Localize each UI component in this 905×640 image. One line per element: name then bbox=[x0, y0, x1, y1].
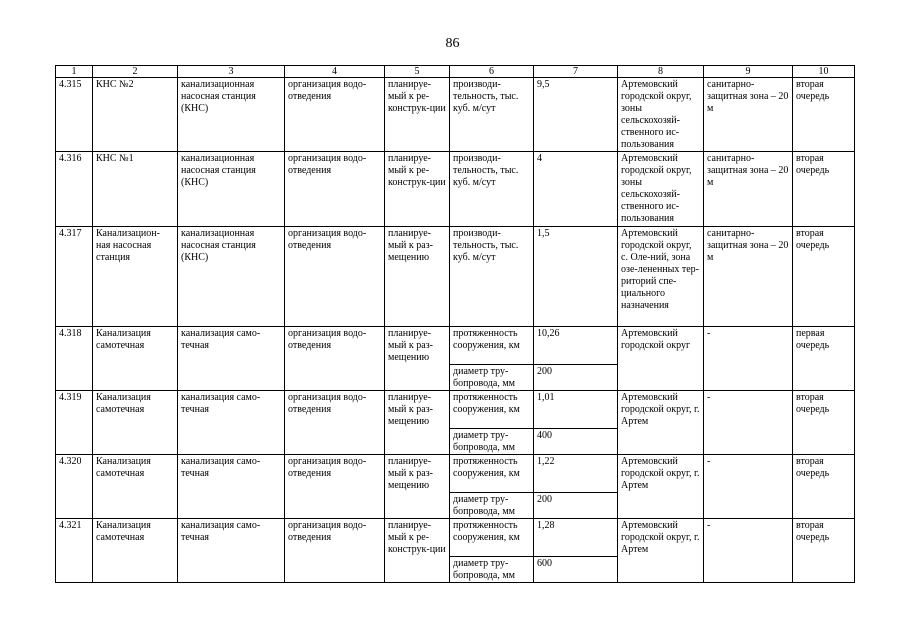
facility-purpose: организация водо-отведения bbox=[285, 227, 385, 327]
param-label: производи-тельность, тыс. куб. м/сут bbox=[450, 227, 534, 327]
facility-type: канализационная насосная станция (КНС) bbox=[178, 152, 285, 227]
param-value: 400 bbox=[534, 429, 618, 455]
column-header: 7 bbox=[534, 66, 618, 78]
implementation-queue: вторая очередь bbox=[793, 227, 855, 327]
facility-location: Артемовский городской округ, г. Артем bbox=[618, 391, 704, 455]
facilities-table bbox=[55, 65, 855, 583]
facility-status: планируе-мый к ре-конструк-ции bbox=[385, 152, 450, 227]
facility-purpose: организация водо-отведения bbox=[285, 455, 385, 519]
facility-type: канализация само-течная bbox=[178, 391, 285, 455]
param-label: протяженность сооружения, км bbox=[450, 327, 534, 365]
param-label: диаметр тру-бопровода, мм bbox=[450, 429, 534, 455]
facility-location: Артемовский городской округ bbox=[618, 327, 704, 391]
facility-status: планируе-мый к раз-мещению bbox=[385, 227, 450, 327]
implementation-queue: вторая очередь bbox=[793, 152, 855, 227]
facility-purpose: организация водо-отведения bbox=[285, 391, 385, 455]
facility-status: планируе-мый к раз-мещению bbox=[385, 391, 450, 455]
column-header: 9 bbox=[704, 66, 793, 78]
protection-zone: - bbox=[704, 519, 793, 583]
facility-location: Артемовский городской округ, г. Артем bbox=[618, 455, 704, 519]
facility-type: канализация само-течная bbox=[178, 519, 285, 583]
facility-name: КНС №2 bbox=[93, 78, 178, 152]
param-label: протяженность сооружения, км bbox=[450, 519, 534, 557]
implementation-queue: первая очередь bbox=[793, 327, 855, 391]
row-id: 4.319 bbox=[56, 391, 93, 455]
facility-purpose: организация водо-отведения bbox=[285, 152, 385, 227]
facility-status: планируе-мый к раз-мещению bbox=[385, 455, 450, 519]
param-value: 1,28 bbox=[534, 519, 618, 557]
param-value: 10,26 bbox=[534, 327, 618, 365]
protection-zone: санитарно-защитная зона – 20 м bbox=[704, 152, 793, 227]
facility-location: Артемовский городской округ, зоны сельскохозяй-ственного ис-пользования bbox=[618, 152, 704, 227]
facility-name: Канализация самотечная bbox=[93, 519, 178, 583]
param-label: протяженность сооружения, км bbox=[450, 391, 534, 429]
facility-location: Артемовский городской округ, зоны сельскохозяй-ственного ис-пользования bbox=[618, 78, 704, 152]
facility-name: Канализация самотечная bbox=[93, 455, 178, 519]
param-value: 200 bbox=[534, 365, 618, 391]
implementation-queue: вторая очередь bbox=[793, 519, 855, 583]
row-id: 4.316 bbox=[56, 152, 93, 227]
facility-location: Артемовский городской округ, с. Оле-ний, зона озе-лененных тер-риторий спе-циального назначения bbox=[618, 227, 704, 327]
column-header: 6 bbox=[450, 66, 534, 78]
facility-name: Канализация самотечная bbox=[93, 391, 178, 455]
param-label: протяженность сооружения, км bbox=[450, 455, 534, 493]
param-value: 4 bbox=[534, 152, 618, 227]
column-header: 2 bbox=[93, 66, 178, 78]
row-id: 4.317 bbox=[56, 227, 93, 327]
facility-purpose: организация водо-отведения bbox=[285, 519, 385, 583]
facility-purpose: организация водо-отведения bbox=[285, 327, 385, 391]
param-value: 1,5 bbox=[534, 227, 618, 327]
param-label: диаметр тру-бопровода, мм bbox=[450, 365, 534, 391]
table-row bbox=[56, 327, 855, 365]
column-header: 5 bbox=[385, 66, 450, 78]
page-number: 86 bbox=[445, 36, 460, 51]
table-header-row bbox=[56, 66, 855, 78]
facility-type: канализационная насосная станция (КНС) bbox=[178, 227, 285, 327]
implementation-queue: вторая очередь bbox=[793, 455, 855, 519]
table-row bbox=[56, 152, 855, 227]
facility-location: Артемовский городской округ, г. Артем bbox=[618, 519, 704, 583]
facility-type: канализационная насосная станция (КНС) bbox=[178, 78, 285, 152]
column-header: 4 bbox=[285, 66, 385, 78]
row-id: 4.318 bbox=[56, 327, 93, 391]
row-id: 4.321 bbox=[56, 519, 93, 583]
facility-status: планируе-мый к раз-мещению bbox=[385, 327, 450, 391]
table-row bbox=[56, 78, 855, 152]
param-label: диаметр тру-бопровода, мм bbox=[450, 493, 534, 519]
facility-name: Канализация самотечная bbox=[93, 327, 178, 391]
implementation-queue: вторая очередь bbox=[793, 78, 855, 152]
param-value: 200 bbox=[534, 493, 618, 519]
protection-zone: санитарно-защитная зона – 20 м bbox=[704, 227, 793, 327]
param-value: 1,01 bbox=[534, 391, 618, 429]
table-row bbox=[56, 227, 855, 327]
facility-purpose: организация водо-отведения bbox=[285, 78, 385, 152]
param-value: 1,22 bbox=[534, 455, 618, 493]
facility-type: канализация само-течная bbox=[178, 327, 285, 391]
protection-zone: - bbox=[704, 455, 793, 519]
column-header: 3 bbox=[178, 66, 285, 78]
protection-zone: санитарно-защитная зона – 20 м bbox=[704, 78, 793, 152]
protection-zone: - bbox=[704, 327, 793, 391]
row-id: 4.320 bbox=[56, 455, 93, 519]
param-value: 9,5 bbox=[534, 78, 618, 152]
param-value: 600 bbox=[534, 557, 618, 583]
column-header: 8 bbox=[618, 66, 704, 78]
param-label: диаметр тру-бопровода, мм bbox=[450, 557, 534, 583]
table-row bbox=[56, 455, 855, 493]
row-id: 4.315 bbox=[56, 78, 93, 152]
facility-status: планируе-мый к ре-конструк-ции bbox=[385, 78, 450, 152]
facility-name: КНС №1 bbox=[93, 152, 178, 227]
facility-type: канализация само-течная bbox=[178, 455, 285, 519]
facility-status: планируе-мый к ре-конструк-ции bbox=[385, 519, 450, 583]
table-row bbox=[56, 391, 855, 429]
implementation-queue: вторая очередь bbox=[793, 391, 855, 455]
column-header: 1 bbox=[56, 66, 93, 78]
table-row bbox=[56, 519, 855, 557]
column-header: 10 bbox=[793, 66, 855, 78]
param-label: производи-тельность, тыс. куб. м/сут bbox=[450, 78, 534, 152]
protection-zone: - bbox=[704, 391, 793, 455]
param-label: производи-тельность, тыс. куб. м/сут bbox=[450, 152, 534, 227]
facility-name: Канализацион-ная насосная станция bbox=[93, 227, 178, 327]
